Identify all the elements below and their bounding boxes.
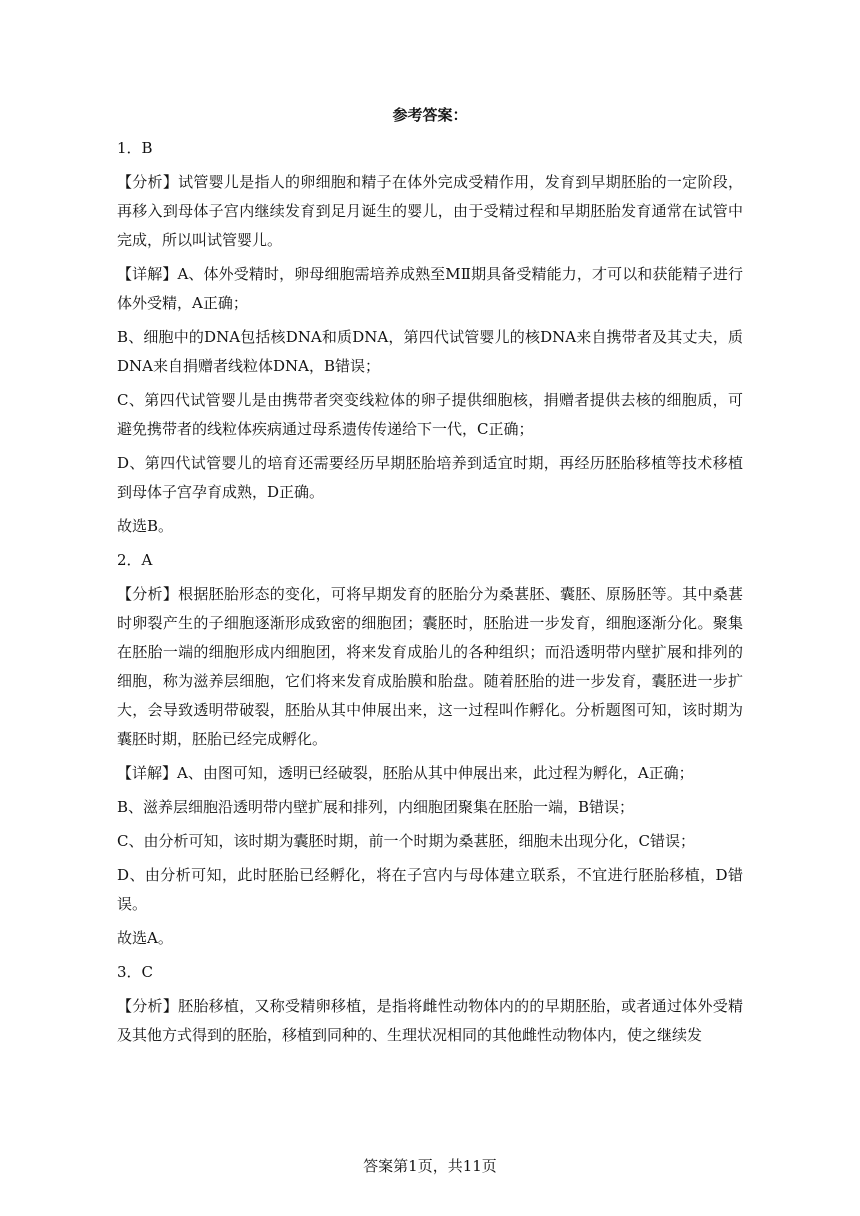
paragraph: B、细胞中的DNA包括核DNA和质DNA，第四代试管婴儿的核DNA来自携带者及其丈夫，质DNA来自捐赠者线粒体DNA，B错误； [117, 328, 743, 375]
paragraph: 1．B [117, 139, 153, 157]
page-footer: 答案第1页，共11页 [363, 1157, 497, 1175]
paragraph: 【详解】A、体外受精时，卵母细胞需培养成熟至MⅡ期具备受精能力，才可以和获能精子进行体外受精，A正确； [117, 265, 743, 312]
paragraph: 故选A。 [117, 929, 173, 947]
paragraph: 2．A [117, 551, 153, 569]
paragraph: 【分析】胚胎移植，又称受精卵移植，是指将雌性动物体内的的早期胚胎，或者通过体外受精及其他方式得到的胚胎，移植到同种的、生理状况相同的其他雌性动物体内，使之继续发 [117, 997, 743, 1044]
paragraph: C、第四代试管婴儿是由携带者突变线粒体的卵子提供细胞核，捐赠者提供去核的细胞质，可避免携带者的线粒体疾病通过母系遗传传递给下一代，C正确； [117, 391, 743, 438]
paragraph: B、滋养层细胞沿透明带内壁扩展和排列，内细胞团聚集在胚胎一端，B错误； [117, 798, 635, 816]
paragraph: D、由分析可知，此时胚胎已经孵化，将在子宫内与母体建立联系，不宜进行胚胎移植，D错误。 [117, 866, 743, 913]
paragraph: 3．C [117, 963, 154, 981]
answer-body [117, 134, 743, 1055]
paragraph: C、由分析可知，该时期为囊胚时期，前一个时期为桑葚胚，细胞未出现分化，C错误； [117, 832, 695, 850]
paragraph: 【详解】A、由图可知，透明已经破裂，胚胎从其中伸展出来，此过程为孵化，A正确； [117, 764, 694, 782]
paragraph: 故选B。 [117, 517, 174, 535]
paragraph: 【分析】根据胚胎形态的变化，可将早期发育的胚胎分为桑葚胚、囊胚、原肠胚等。其中桑葚时卵裂产生的子细胞逐渐形成致密的细胞团；囊胚时，胚胎进一步发育，细胞逐渐分化。聚集在胚胎一端的细胞形成内细胞团，将来发育成胎儿的各种组织；而沿透明带内壁扩展和排列的细胞，称为滋养层细胞，它们将来发育成胎膜和胎盘。随着胚胎的进一步发育，囊胚进一步扩大，会导致透明带破裂，胚胎从其中伸展出来，这一过程叫作孵化。分析题图可知，该时期为囊胚时期，胚胎已经完成孵化。 [117, 585, 743, 748]
paragraph: D、第四代试管婴儿的培育还需要经历早期胚胎培养到适宜时期，再经历胚胎移植等技术移植到母体子宫孕育成熟，D正确。 [117, 454, 743, 501]
page-title: 参考答案： [392, 106, 468, 124]
paragraph: 【分析】试管婴儿是指人的卵细胞和精子在体外完成受精作用，发育到早期胚胎的一定阶段，再移入到母体子宫内继续发育到足月诞生的婴儿，由于受精过程和早期胚胎发育通常在试管中完成，所以叫试管婴儿。 [117, 173, 743, 249]
